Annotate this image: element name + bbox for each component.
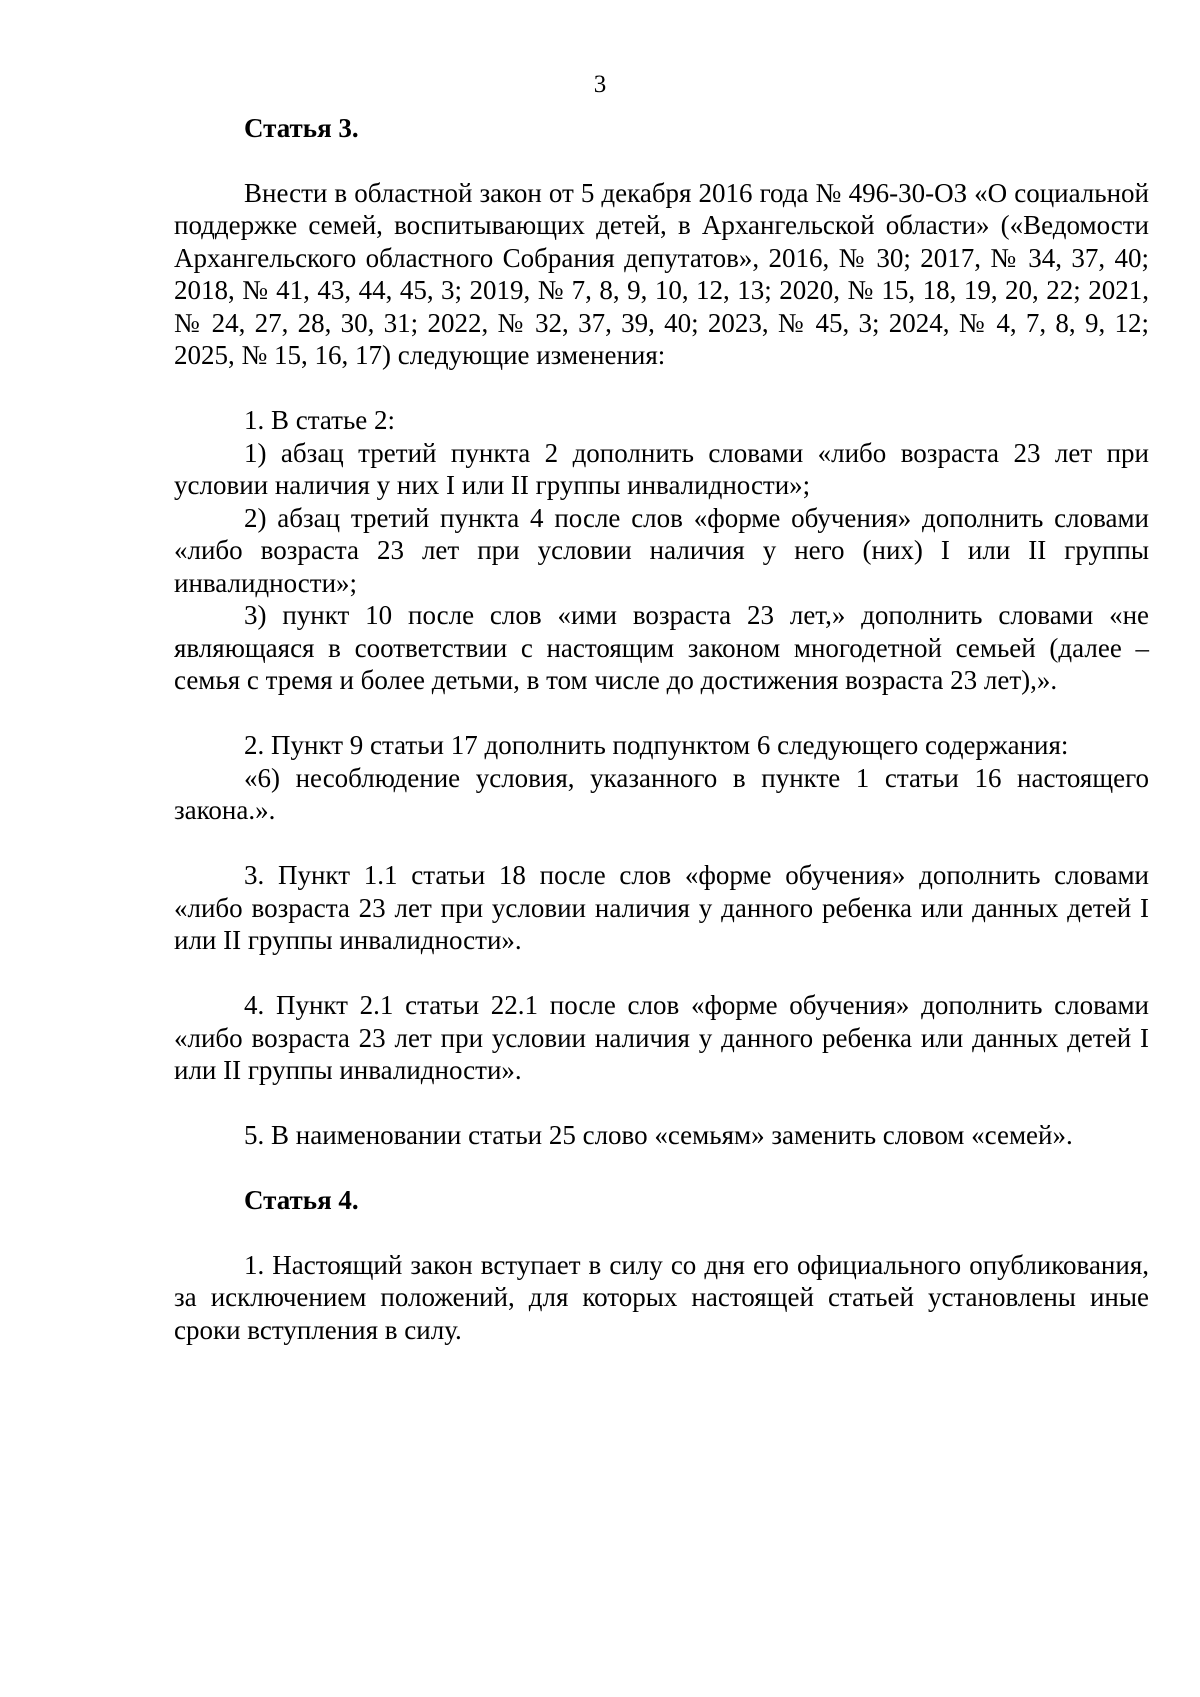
article-3-item-2-title: 2. Пункт 9 статьи 17 дополнить подпунктом 6 следующего содержания: [244, 730, 1069, 760]
article-3-item-3: 3. Пункт 1.1 статьи 18 после слов «форме обучения» дополнить словами «либо возраста 23 лет при условии наличия у данного ребенка или данных детей I или II группы инвалидности». [174, 860, 1149, 955]
article-3-item-5: 5. В наименовании статьи 25 слово «семьям» заменить словом «семей». [244, 1120, 1073, 1150]
article-3-item-1-title: 1. В статье 2: [244, 405, 396, 435]
article-3-item-1-sub-1: 1) абзац третий пункта 2 дополнить словами «либо возраста 23 лет при условии наличия у них I или II группы инвалидности»; [174, 437, 1149, 500]
article-4-heading: Статья 4. [244, 1185, 359, 1215]
article-3-item-1-sub-2: 2) абзац третий пункта 4 после слов «форме обучения» дополнить словами «либо возраста 23 лет при условии наличия у него (них) I или II группы инвалидности»; [174, 502, 1149, 598]
article-3-item-2-text: «6) несоблюдение условия, указанного в пункте 1 статьи 16 настоящего закона.». [174, 762, 1149, 825]
page-number: 3 [593, 71, 607, 98]
article-3-heading: Статья 3. [244, 113, 359, 143]
article-3-item-4: 4. Пункт 2.1 статьи 22.1 после слов «форме обучения» дополнить словами «либо возраста 23 лет при условии наличия у данного ребенка или данных детей I или II группы инвалидности». [174, 990, 1149, 1085]
article-4-item-1: 1. Настоящий закон вступает в силу со дня его официального опубликования, за исключением положений, для которых настоящей статьей установлены иные сроки вступления в силу. [174, 1249, 1149, 1345]
document-body [174, 112, 1149, 1346]
article-3-intro: Внести в областной закон от 5 декабря 2016 года № 496-30-ОЗ «О социальной поддержке семей, воспитывающих детей, в Архангельской области» («Ведомости Архангельского областного Собрания депутатов», 2016, № 30; 2017, № 34, 37, 40; 2018, № 41, 43, 44, 45, 3; 2019, № 7, 8, 9, 10, 12, 13; 2020, № 15, 18, 19, 20, 22; 2021, № 24, 27, 28, 30, 31; 2022, № 32, 37, 39, 40; 2023, № 45, 3; 2024, № 4, 7, 8, 9, 12; 2025, № 15, 16, 17) следующие изменения: [174, 177, 1149, 370]
article-3-item-1-sub-3: 3) пункт 10 после слов «ими возраста 23 лет,» дополнить словами «не являющаяся в соответствии с настоящим законом многодетной семьей (далее – семья с тремя и более детьми, в том числе до достижения возраста 23 лет),». [174, 600, 1149, 695]
